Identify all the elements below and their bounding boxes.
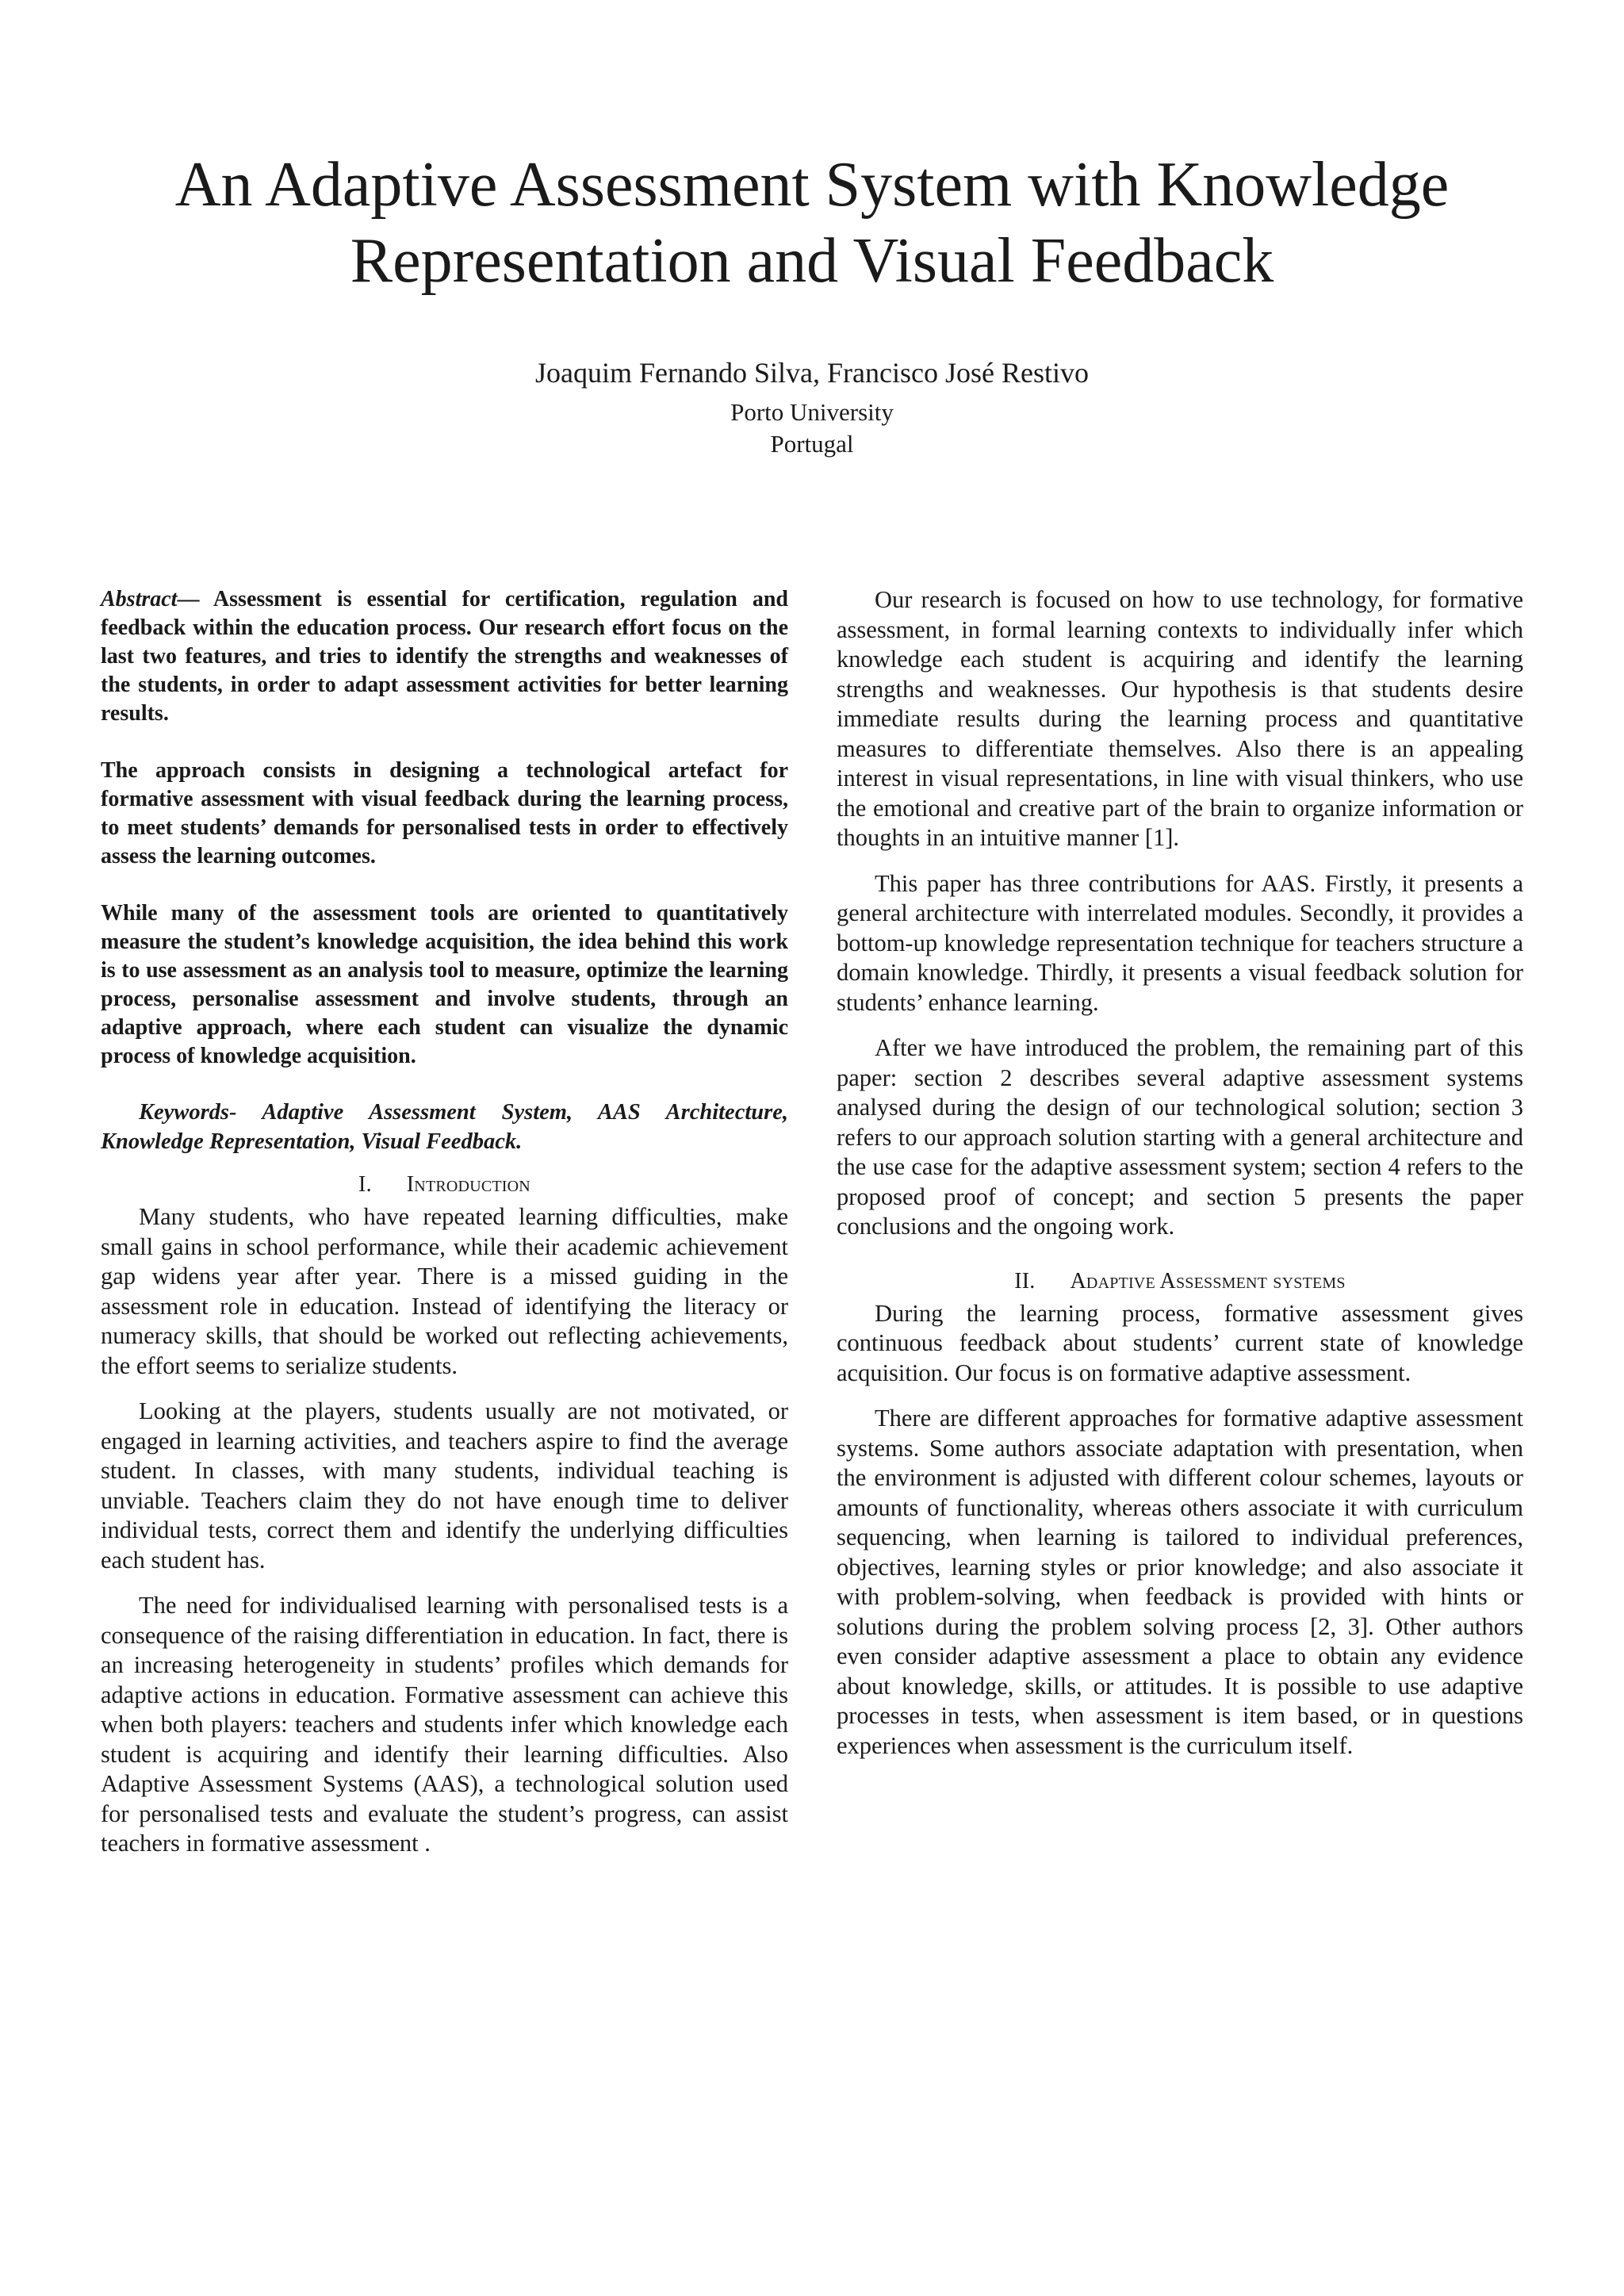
abstract-paragraph-3: While many of the assessment tools are oriented to quantitatively measure the student’s knowledge acquisition, the idea behind this work is to use assessment as an analysis tool to measure, optimize the learning process, personalise assessment and involve students, through an adaptive approach, where each student can visualize the dynamic process of knowledge acquisition. [101, 901, 788, 1068]
intro-paragraph-5: This paper has three contributions for AAS. Firstly, it presents a general architecture with interrelated modules. Secondly, it provides a bottom-up knowledge representation technique for teachers structure a domain knowledge. Thirdly, it presents a visual feedback solution for students’ enhance learning. [837, 869, 1523, 1016]
left-column [101, 585, 788, 1859]
author-country: Portugal [770, 430, 854, 458]
section-2-title: Adaptive Assessment systems [1070, 1268, 1346, 1294]
keywords: Keywords- Adaptive Assessment System, AAS Architecture, Knowledge Representation, Visual Feedback. [101, 1100, 788, 1154]
right-column [837, 585, 1523, 1761]
title-line-1: An Adaptive Assessment System with Knowledge [174, 150, 1450, 220]
author-names: Joaquim Fernando Silva, Francisco José Restivo [535, 357, 1089, 389]
abstract-dash: — [177, 587, 200, 611]
intro-paragraph-3: The need for individualised learning with personalised tests is a consequence of the raising differentiation in education. In fact, there is an increasing heterogeneity in students’ profiles which demands for adaptive actions in education. Formative assessment can achieve this when both players: teachers and students infer which knowledge each student is acquiring and identify their learning difficulties. Also Adaptive Assessment Systems (AAS), a technological solution used for personalised tests and evaluate the student’s progress, can assist teachers in formative assessment . [101, 1592, 788, 1857]
abstract [101, 585, 788, 1071]
section-2-heading [837, 1266, 1523, 1297]
abstract-label: Abstract [101, 587, 178, 611]
abstract-paragraph-1 [101, 585, 788, 728]
abstract-paragraph-2: The approach consists in designing a technological artefact for formative assessment with visual feedback during the learning process, to meet students’ demands for personalised tests in order to effectively assess the learning outcomes. [101, 758, 788, 868]
abstract-text-1: Assessment is essential for certification, regulation and feedback within the education process. Our research effort focus on the last two features, and tries to identify the strengths and weaknesses of the students, in order to adapt assessment activities for better learning results. [101, 587, 788, 726]
intro-paragraph-4: Our research is focused on how to use technology, for formative assessment, in formal learning contexts to individually infer which knowledge each student is acquiring and identify the learning strengths and weaknesses. Our hypothesis is that students desire immediate results during the learning process and quantitative measures to differentiate themselves. Also there is an appealing interest in visual representations, in line with visual thinkers, who use the emotional and creative part of the brain to organize information or thoughts in an intuitive manner [1]. [837, 586, 1523, 851]
section-2-paragraph-2: There are different approaches for formative adaptive assessment systems. Some authors associate adaptation with presentation, when the environment is adjusted with different colour schemes, layouts or amounts of functionality, whereas others associate it with curriculum sequencing, when learning is tailored to individual preferences, objectives, learning styles or prior knowledge; and also associate it with problem-solving, when feedback is provided with hints or solutions during the problem solving process [2, 3]. Other authors even consider adaptive assessment a place to obtain any evidence about knowledge, skills, or attitudes. It is possible to use adaptive processes in tests, when assessment is item based, or in questions experiences when assessment is the curriculum itself. [837, 1405, 1523, 1759]
section-1-heading [101, 1169, 788, 1201]
section-2-number: II. [1014, 1268, 1036, 1294]
paper-title [79, 147, 1545, 299]
intro-paragraph-2: Looking at the players, students usually are not motivated, or engaged in learning activities, and teachers aspire to find the average student. In classes, with many students, individual teaching is unviable. Teachers claim they do not have enough time to deliver individual tests, correct them and identify the underlying difficulties each student has. [101, 1397, 788, 1573]
intro-paragraph-1: Many students, who have repeated learning difficulties, make small gains in school performance, while their academic achievement gap widens year after year. There is a missed guiding in the assessment role in education. Instead of identifying the literacy or numeracy skills, that should be worked out reflecting achievements, the effort seems to serialize students. [101, 1203, 788, 1379]
title-line-2: Representation and Visual Feedback [350, 226, 1274, 296]
section-2-paragraph-1: During the learning process, formative assessment gives continuous feedback about students’ current state of knowledge acquisition. Our focus is on formative adaptive assessment. [837, 1299, 1523, 1386]
section-1-number: I. [358, 1172, 372, 1197]
author-affiliation: Porto University [730, 398, 894, 426]
intro-paragraph-6: After we have introduced the problem, the remaining part of this paper: section 2 describes several adaptive assessment systems analysed during the design of our technological solution; section 3 refers to our approach solution starting with a general architecture and the use case for the adaptive assessment system; section 4 refers to the proposed proof of concept; and section 5 presents the paper conclusions and the ongoing work. [837, 1034, 1523, 1240]
section-1-title: Introduction [406, 1172, 530, 1197]
